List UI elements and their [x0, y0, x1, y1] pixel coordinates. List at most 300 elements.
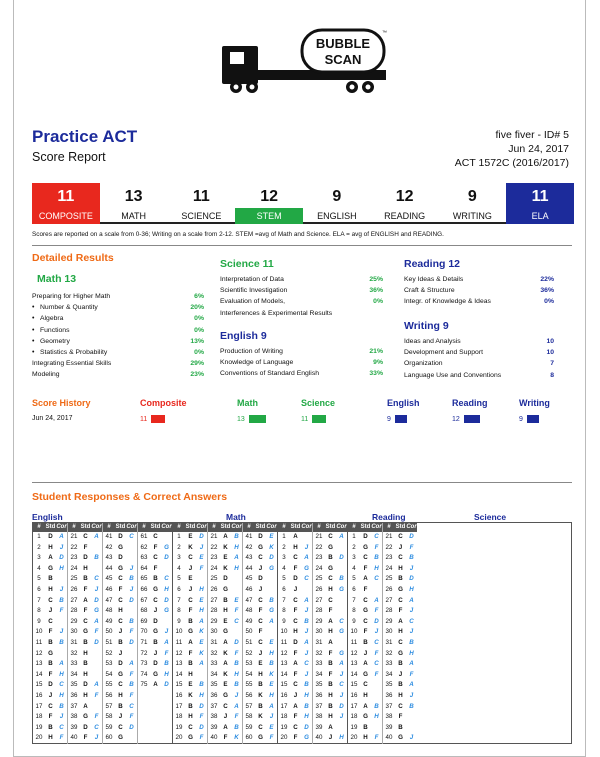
detail-value: 8 — [550, 371, 554, 379]
response-row — [208, 585, 242, 596]
question-number: 46 — [245, 585, 253, 593]
student-answer: K — [258, 691, 263, 699]
response-row — [208, 659, 242, 670]
student-answer: K — [223, 564, 228, 572]
header-student: Std — [80, 524, 91, 530]
correct-answer: B — [339, 575, 344, 583]
correct-answer: D — [409, 575, 414, 583]
header-correct: Cor — [126, 524, 137, 530]
detail-row — [220, 346, 383, 357]
response-row — [173, 585, 207, 596]
header-student: Std — [185, 524, 196, 530]
correct-answer: F — [234, 713, 239, 721]
math-responses-heading: Math — [226, 512, 246, 522]
correct-answer: G — [164, 607, 169, 615]
response-row — [103, 574, 137, 585]
student-answer: C — [363, 554, 368, 562]
response-row — [313, 733, 347, 744]
response-row — [243, 585, 277, 596]
correct-answer: B — [409, 638, 414, 646]
correct-answer: C — [409, 617, 414, 625]
question-number: 46 — [105, 585, 113, 593]
student-answer: C — [398, 638, 403, 646]
correct-answer: E — [199, 554, 204, 562]
header-correct: Cor — [196, 524, 207, 530]
score-report-page — [13, 0, 586, 757]
science-column — [348, 523, 383, 744]
question-number: 53 — [245, 660, 253, 668]
response-row — [313, 564, 347, 575]
response-row — [278, 543, 312, 554]
response-row — [243, 680, 277, 691]
response-row — [278, 532, 312, 543]
student-answer: A — [328, 617, 333, 625]
header-correct: Cor — [406, 524, 417, 530]
history-label: Reading — [452, 398, 488, 408]
detail-value: 23% — [190, 371, 204, 379]
question-number: 24 — [315, 564, 323, 572]
student-answer: C — [188, 554, 193, 562]
detail-row — [220, 368, 383, 379]
response-row — [138, 649, 172, 660]
question-number: 10 — [280, 628, 288, 636]
detail-row — [32, 313, 204, 324]
student-answer: H — [398, 628, 403, 636]
response-row — [33, 691, 67, 702]
detail-label: Ideas and Analysis — [404, 338, 461, 345]
student-answer: C — [293, 596, 298, 604]
score-value: 12 — [395, 188, 414, 205]
student-answer: G — [398, 585, 403, 593]
response-row — [33, 564, 67, 575]
correct-answer: A — [94, 617, 99, 625]
correct-answer: H — [234, 670, 239, 678]
student-answer: C — [153, 533, 158, 540]
correct-answer: J — [409, 734, 414, 742]
student-answer: H — [258, 670, 263, 678]
student-answer: C — [258, 596, 263, 604]
response-row — [103, 532, 137, 543]
student-answer: B — [328, 702, 333, 710]
question-number: 10 — [350, 628, 358, 636]
math-column — [243, 523, 277, 744]
response-row — [138, 596, 172, 607]
detail-label: Scientific Investigation — [220, 287, 288, 295]
question-number: 32 — [70, 649, 78, 657]
correct-answer: A — [129, 660, 134, 668]
question-number: 29 — [385, 617, 393, 625]
correct-answer — [91, 649, 102, 660]
detail-row — [32, 291, 204, 302]
score-value: 13 — [124, 188, 143, 205]
student-answer: H — [223, 607, 228, 615]
response-row — [103, 617, 137, 628]
reading-column — [278, 523, 313, 744]
correct-answer — [266, 627, 277, 638]
response-row — [68, 712, 102, 723]
header-number: # — [177, 524, 181, 530]
correct-answer: C — [339, 681, 344, 689]
response-row — [33, 606, 67, 617]
history-english — [387, 398, 420, 423]
detail-value: 7 — [550, 360, 554, 368]
response-row — [383, 649, 417, 660]
question-number: 55 — [105, 681, 113, 689]
correct-answer — [56, 617, 67, 628]
response-row — [348, 659, 382, 670]
correct-answer — [231, 585, 242, 596]
response-row — [103, 723, 137, 734]
student-answer: C — [118, 596, 123, 604]
correct-answer — [336, 596, 347, 607]
student-answer: J — [118, 649, 123, 657]
question-number: 21 — [385, 533, 393, 540]
detail-row — [404, 347, 554, 358]
question-number: 71 — [140, 638, 148, 646]
history-score: 11 — [301, 415, 309, 423]
correct-answer: A — [269, 702, 274, 710]
detail-label: Interferences & Experimental Results — [220, 309, 333, 317]
question-number: 60 — [105, 734, 113, 742]
question-number: 31 — [315, 638, 323, 646]
correct-answer: D — [129, 596, 134, 604]
history-bar — [312, 415, 326, 423]
score-box-composite — [32, 183, 100, 224]
response-row — [138, 564, 172, 575]
correct-answer — [91, 564, 102, 575]
response-row — [278, 702, 312, 713]
response-row — [313, 606, 347, 617]
response-row — [348, 596, 382, 607]
question-number: 8 — [37, 607, 41, 615]
divider — [32, 245, 572, 246]
correct-answer: B — [59, 596, 64, 604]
response-row — [278, 574, 312, 585]
response-row — [33, 712, 67, 723]
response-row — [103, 564, 137, 575]
student-answer: H — [398, 691, 403, 699]
detailed-results-heading: Detailed Results — [32, 252, 114, 264]
correct-answer — [91, 670, 102, 681]
correct-answer: A — [164, 638, 169, 646]
correct-answer: F — [374, 543, 379, 551]
response-row — [243, 617, 277, 628]
student-answer: A — [293, 702, 298, 710]
student-answer: A — [328, 638, 333, 646]
question-number: 8 — [177, 607, 181, 615]
question-number: 4 — [282, 564, 286, 572]
response-row — [313, 617, 347, 628]
header-student: Std — [290, 524, 301, 530]
header-number: # — [387, 524, 391, 530]
question-number: 59 — [105, 723, 113, 731]
detail-label: • Functions — [40, 326, 70, 334]
response-row — [68, 691, 102, 702]
student-answer: K — [223, 543, 228, 551]
correct-answer: J — [339, 713, 344, 721]
response-row — [348, 564, 382, 575]
student-answer: D — [153, 617, 158, 625]
response-row — [313, 585, 347, 596]
question-number: 40 — [70, 734, 78, 742]
response-row — [383, 733, 417, 744]
history-label: Math — [237, 398, 258, 408]
student-answer: B — [83, 575, 88, 583]
correct-answer: J — [94, 734, 99, 742]
response-row — [138, 574, 172, 585]
question-number: 26 — [70, 585, 78, 593]
question-number: 52 — [105, 649, 113, 657]
correct-answer: C — [234, 617, 239, 625]
question-number: 43 — [245, 554, 253, 562]
response-row — [208, 638, 242, 649]
correct-answer: E — [269, 681, 274, 689]
student-answer: J — [153, 607, 158, 615]
correct-answer: H — [409, 649, 414, 657]
student-answer: F — [48, 628, 53, 636]
student-answer: H — [293, 628, 298, 636]
question-number: 38 — [70, 713, 78, 721]
question-number: 19 — [280, 723, 288, 731]
response-row — [383, 627, 417, 638]
correct-answer: B — [304, 617, 309, 625]
history-label: Writing — [519, 398, 550, 408]
response-row — [173, 564, 207, 575]
question-number: 15 — [175, 681, 183, 689]
student-answer: C — [223, 702, 228, 710]
response-row — [348, 649, 382, 660]
correct-answer: C — [94, 723, 99, 731]
correct-answer: H — [59, 691, 64, 699]
correct-answer: F — [129, 691, 134, 699]
detail-value: 33% — [369, 370, 383, 378]
response-row — [208, 702, 242, 713]
question-number: 3 — [37, 554, 41, 562]
svg-text:BUBBLE: BUBBLE — [315, 36, 371, 51]
response-row — [348, 617, 382, 628]
correct-answer: F — [94, 628, 99, 636]
student-answer: B — [118, 638, 123, 646]
response-row — [103, 680, 137, 691]
response-row — [138, 585, 172, 596]
reading-column — [313, 523, 347, 744]
student-answer: C — [118, 681, 123, 689]
column-header — [243, 523, 277, 532]
question-number: 7 — [177, 596, 181, 604]
reading-detail-heading: Reading 12 — [404, 258, 461, 270]
correct-answer: A — [234, 702, 239, 710]
question-number: 12 — [35, 649, 43, 657]
correct-answer: J — [129, 585, 134, 593]
response-row — [313, 712, 347, 723]
student-answer: A — [188, 638, 193, 646]
student-answer: F — [293, 670, 298, 678]
response-row — [313, 723, 347, 734]
detail-label: Development and Support — [404, 349, 483, 357]
response-row — [348, 691, 382, 702]
correct-answer: D — [94, 596, 99, 604]
math-columns — [173, 523, 277, 744]
response-row — [173, 638, 207, 649]
question-number: 69 — [140, 617, 148, 625]
response-row — [68, 659, 102, 670]
correct-answer: C — [304, 575, 309, 583]
question-number: 29 — [210, 617, 218, 625]
response-row — [348, 606, 382, 617]
correct-answer: A — [374, 596, 379, 604]
question-number: 36 — [315, 691, 323, 699]
correct-answer: B — [374, 554, 379, 562]
question-number: 34 — [315, 670, 323, 678]
question-number: 21 — [315, 533, 323, 540]
student-answer: H — [48, 543, 53, 551]
student-answer: C — [398, 554, 403, 562]
student-answer: C — [293, 681, 298, 689]
correct-answer: F — [374, 670, 379, 678]
detail-value: 9% — [373, 359, 383, 367]
response-row — [173, 723, 207, 734]
scale-note: Scores are reported on a scale from 0-36; Writing on a scale from 2-12. STEM =avg of Math and Science. ELA = avg of ENGLISH and READING. — [32, 231, 444, 238]
response-row — [208, 574, 242, 585]
correct-answer: J — [409, 628, 414, 636]
correct-answer: H — [199, 585, 204, 593]
question-number: 18 — [280, 713, 288, 721]
student-answer: A — [363, 660, 368, 668]
response-row — [33, 659, 67, 670]
response-row — [138, 638, 172, 649]
student-answer: D — [48, 533, 53, 540]
question-number: 32 — [385, 649, 393, 657]
response-row — [278, 638, 312, 649]
student-answer: C — [118, 617, 123, 625]
response-row — [103, 670, 137, 681]
response-row — [243, 532, 277, 543]
correct-answer: D — [339, 554, 344, 562]
question-number: 26 — [210, 585, 218, 593]
score-history — [32, 398, 91, 422]
student-answer: J — [48, 607, 53, 615]
correct-answer: F — [374, 607, 379, 615]
question-number: 8 — [352, 607, 356, 615]
response-row — [278, 564, 312, 575]
response-row — [313, 553, 347, 564]
student-answer: G — [118, 670, 123, 678]
correct-answer: F — [164, 649, 169, 657]
correct-answer: C — [374, 575, 379, 583]
response-row — [208, 670, 242, 681]
detail-label: Language Use and Conventions — [404, 371, 502, 379]
correct-answer: E — [234, 596, 239, 604]
history-score: 13 — [237, 415, 245, 423]
student-answer: F — [398, 607, 403, 615]
score-summary — [32, 183, 574, 224]
question-number: 30 — [315, 628, 323, 636]
header-number: # — [72, 524, 76, 530]
response-row — [383, 585, 417, 596]
question-number: 40 — [315, 734, 323, 742]
response-row — [278, 712, 312, 723]
student-answer: A — [398, 617, 403, 625]
header-number: # — [247, 524, 251, 530]
correct-answer: H — [234, 543, 239, 551]
response-row — [348, 670, 382, 681]
correct-answer: B — [304, 702, 309, 710]
student-answer: D — [293, 638, 298, 646]
math-detail-heading: Math 13 — [37, 273, 77, 285]
response-row — [33, 553, 67, 564]
detail-row — [32, 369, 204, 380]
header-correct: Cor — [336, 524, 347, 530]
response-row — [383, 723, 417, 734]
response-row — [138, 617, 172, 628]
student-answer: F — [293, 649, 298, 657]
response-row — [243, 723, 277, 734]
correct-answer: D — [304, 723, 309, 731]
response-row — [33, 670, 67, 681]
detail-label: • Algebra — [40, 315, 64, 323]
header-student: Std — [150, 524, 161, 530]
response-row — [278, 553, 312, 564]
column-header — [103, 523, 137, 532]
math-column — [173, 523, 208, 744]
response-row — [208, 617, 242, 628]
student-answer: B — [83, 638, 88, 646]
response-row — [243, 627, 277, 638]
detail-value: 0% — [544, 298, 554, 306]
correct-answer: H — [199, 691, 204, 699]
detail-row — [220, 296, 383, 307]
response-row — [103, 733, 137, 744]
detail-value: 36% — [540, 287, 554, 295]
question-number: 59 — [245, 723, 253, 731]
correct-answer: H — [339, 734, 344, 742]
column-header — [348, 523, 382, 532]
question-number: 25 — [210, 575, 218, 583]
correct-answer: C — [374, 638, 379, 646]
correct-answer: G — [304, 734, 309, 742]
correct-answer — [266, 585, 277, 596]
detail-value: 25% — [369, 276, 383, 283]
student-answer: J — [328, 734, 333, 742]
column-header — [68, 523, 102, 532]
question-number: 1 — [352, 533, 356, 540]
detail-row — [404, 285, 554, 296]
response-row — [313, 596, 347, 607]
column-header — [313, 523, 347, 532]
response-row — [68, 723, 102, 734]
student-answer: D — [363, 533, 368, 540]
student-answer: G — [328, 564, 333, 572]
correct-answer: C — [59, 681, 64, 689]
response-row — [173, 733, 207, 744]
question-number: 10 — [175, 628, 183, 636]
question-number: 12 — [350, 649, 358, 657]
correct-answer — [336, 723, 347, 734]
question-number: 14 — [175, 670, 183, 678]
response-row — [313, 532, 347, 543]
header-student: Std — [220, 524, 231, 530]
question-number: 19 — [35, 723, 43, 731]
correct-answer — [126, 733, 137, 744]
correct-answer: G — [164, 543, 169, 551]
detail-value: 36% — [369, 287, 383, 295]
student-answer: A — [223, 660, 228, 668]
response-row — [138, 532, 172, 543]
correct-answer: D — [269, 554, 274, 562]
detail-label: Craft & Structure — [404, 287, 455, 295]
correct-answer: B — [304, 681, 309, 689]
response-row — [278, 733, 312, 744]
